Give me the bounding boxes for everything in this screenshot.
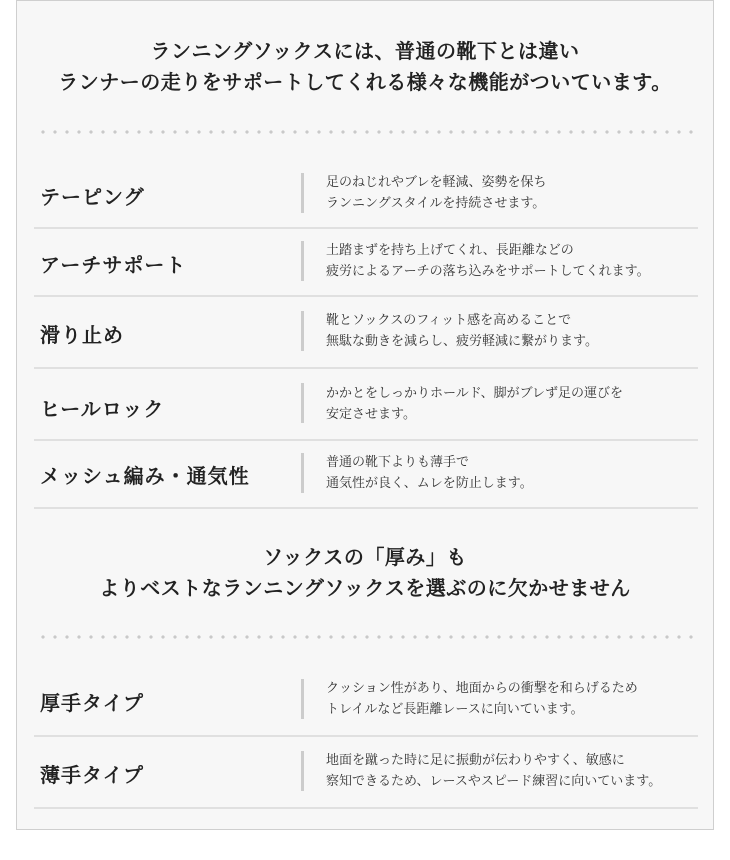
type-row-thin [34, 737, 698, 809]
feature-row-arch-support [34, 229, 698, 297]
feature-divider-bar [301, 383, 304, 423]
feature-description-line: 安定させます。 [326, 407, 416, 422]
feature-description-line: 普通の靴下よりも薄手で [326, 455, 470, 470]
feature-description [326, 383, 623, 425]
feature-divider-bar [301, 241, 304, 281]
intro-line-2: ランナーの走りをサポートしてくれる様々な機能がついています。 [58, 70, 672, 94]
dotted-divider-bottom [37, 635, 693, 639]
type-name: 薄手タイプ [40, 763, 144, 787]
feature-description-line: 通気性が良く、ムレを防止します。 [326, 476, 533, 491]
thickness-heading-line-2: よりベストなランニングソックスを選ぶのに欠かせません [99, 576, 631, 600]
feature-divider-bar [301, 173, 304, 213]
type-description [326, 750, 661, 792]
feature-row-anti-slip [34, 297, 698, 369]
dotted-divider-top [37, 130, 693, 134]
feature-name: ヒールロック [40, 397, 165, 421]
feature-description [326, 310, 598, 352]
type-divider-bar [301, 679, 304, 719]
feature-name: 滑り止め [40, 323, 124, 347]
type-description [326, 678, 638, 720]
feature-description [326, 172, 546, 214]
feature-description-line: かかとをしっかりホールド、脚がブレず足の運びを [326, 386, 624, 401]
feature-divider-bar [301, 453, 304, 493]
type-description-line: トレイルなど長距離レースに向いています。 [326, 702, 584, 717]
feature-name: メッシュ編み・通気性 [40, 464, 250, 488]
type-description-line: 察知できるため、レースやスピード練習に向いています。 [326, 774, 662, 789]
feature-description-line: 土踏まずを持ち上げてくれ、長距離などの [326, 243, 574, 258]
feature-description-line: 足のねじれやブレを軽減、姿勢を保ち [326, 175, 547, 190]
intro-heading [17, 36, 713, 98]
feature-description-line: ランニングスタイルを持続させます。 [326, 196, 546, 211]
feature-row-mesh-breathability [34, 441, 698, 509]
type-description-line: 地面を蹴った時に足に振動が伝わりやすく、敏感に [326, 753, 625, 768]
feature-description-line: 疲労によるアーチの落ち込みをサポートしてくれます。 [326, 264, 650, 279]
type-name: 厚手タイプ [40, 691, 144, 715]
feature-description [326, 452, 533, 494]
feature-divider-bar [301, 311, 304, 351]
feature-description-line: 無駄な動きを減らし、疲労軽減に繋がります。 [326, 334, 598, 349]
feature-description-line: 靴とソックスのフィット感を高めることで [326, 313, 572, 328]
feature-name: テーピング [40, 185, 145, 209]
info-panel [16, 0, 714, 830]
thickness-heading [17, 542, 713, 604]
type-divider-bar [301, 751, 304, 791]
intro-line-1: ランニングソックスには、普通の靴下とは違い [150, 39, 580, 63]
type-row-thick [34, 667, 698, 737]
feature-description [326, 240, 650, 282]
feature-name: アーチサポート [40, 253, 187, 277]
type-description-line: クッション性があり、地面からの衝撃を和らげるため [326, 681, 638, 696]
feature-row-heel-lock [34, 369, 698, 441]
feature-row-taping [34, 161, 698, 229]
thickness-heading-line-1: ソックスの「厚み」も [263, 545, 467, 569]
